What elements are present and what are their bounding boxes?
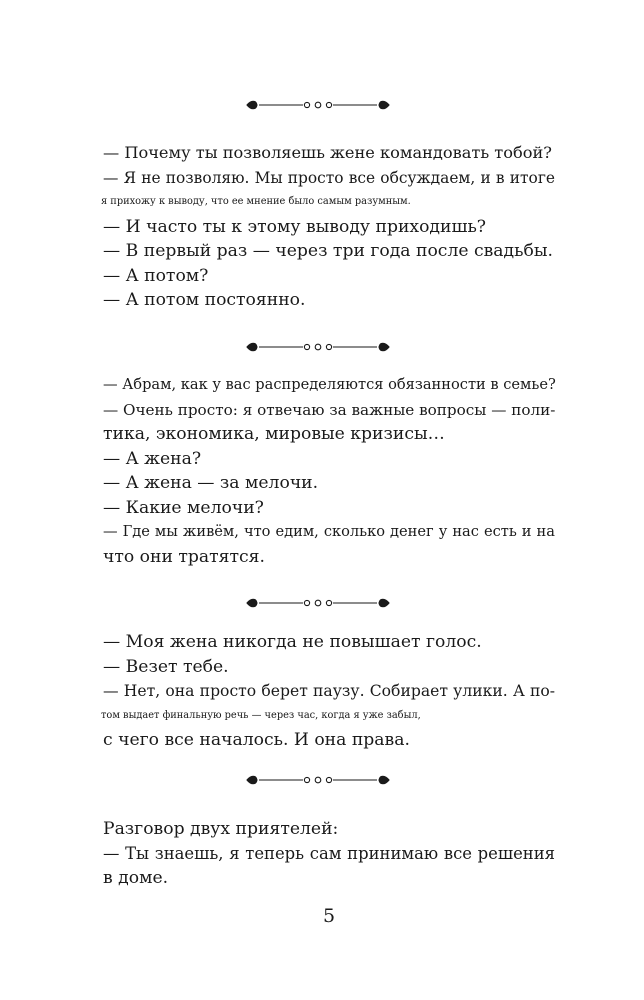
joke-section-3	[103, 630, 555, 753]
text-line: — Ты знаешь, я теперь сам принимаю все решения	[103, 843, 555, 863]
text-line: я прихожу к выводу, что ее мнение было самым разумным.	[101, 196, 411, 207]
text-line: — Я не позволяю. Мы просто все обсуждаем, и в итоге	[103, 168, 555, 187]
text-line: с чего все началось. И она права.	[103, 730, 410, 750]
text-line: — А жена?	[103, 448, 202, 469]
text-line: — Где мы живём, что едим, сколько денег у нас есть и на	[103, 523, 555, 540]
joke-section-2	[103, 373, 555, 569]
text-line: — И часто ты к этому выводу приходишь?	[103, 216, 487, 237]
flourish-divider-icon	[243, 340, 393, 354]
joke-section-4	[103, 817, 555, 891]
flourish-divider-icon	[243, 98, 393, 112]
flourish-divider-icon	[243, 596, 393, 610]
text-line: — Почему ты позволяешь жене командовать тобой?	[103, 143, 552, 162]
book-page	[103, 0, 555, 1000]
text-line: что они тратятся.	[103, 546, 265, 567]
text-line: — А жена — за мелочи.	[103, 473, 319, 493]
text-line: — А потом?	[103, 265, 209, 286]
text-line: тика, экономика, мировые кризисы…	[103, 424, 445, 444]
text-line: — Везет тебе.	[103, 656, 229, 677]
text-line: — Абрам, как у вас распределяются обязанности в семье?	[103, 376, 556, 393]
text-line: том выдает финальную речь — через час, когда я уже забыл,	[101, 709, 421, 721]
flourish-divider-icon	[243, 773, 393, 787]
joke-section-1	[103, 141, 555, 313]
text-line: в доме.	[103, 868, 169, 888]
text-line: — В первый раз — через три года после свадьбы.	[103, 241, 553, 261]
page-number: 5	[322, 905, 336, 927]
text-line: Разговор двух приятелей:	[103, 819, 339, 839]
text-line: — Нет, она просто берет паузу. Собирает улики. А по-	[103, 682, 555, 700]
text-line: — Очень просто: я отвечаю за важные вопросы — поли-	[103, 400, 556, 419]
text-line: — А потом постоянно.	[103, 290, 306, 310]
text-line: — Моя жена никогда не повышает голос.	[103, 632, 482, 652]
text-line: — Какие мелочи?	[103, 497, 264, 518]
